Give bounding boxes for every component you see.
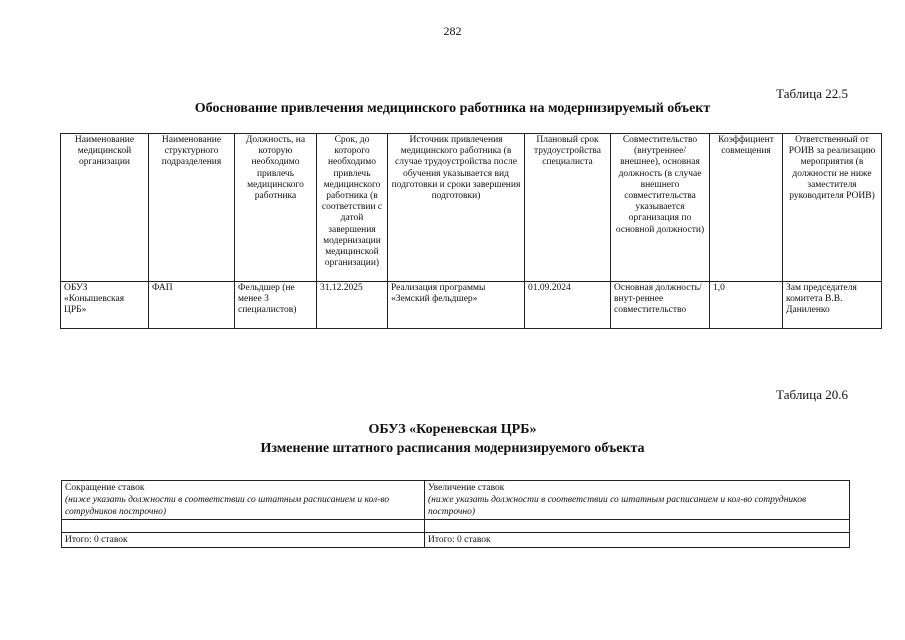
increase-header: Увеличение ставок <box>428 483 505 493</box>
table-caption-22-5: Таблица 22.5 <box>776 86 848 101</box>
increase-subheader: (ниже указать должности в соответствии со штатным расписанием и кол-во сотрудников построчно) <box>428 495 807 517</box>
justification-table <box>60 133 882 329</box>
header-cell: Плановый срок трудоустройства специалиста <box>525 134 611 282</box>
reduction-total: Итого: 0 ставок <box>62 533 425 548</box>
table-row <box>61 282 882 329</box>
increase-header-cell <box>425 481 850 520</box>
table-row <box>62 520 850 533</box>
staffing-change-table <box>61 480 850 548</box>
cell-planned-date: 01.09.2024 <box>525 282 611 329</box>
header-cell: Наименование медицинской организации <box>61 134 149 282</box>
increase-total: Итого: 0 ставок <box>425 533 850 548</box>
header-cell: Совместительство (внутреннее/внешнее), основная должность (в случае внешнего совместительства указывается организация по основной должности) <box>611 134 710 282</box>
organization-title: ОБУЗ «Кореневская ЦРБ» <box>368 422 537 437</box>
empty-cell <box>62 520 425 533</box>
header-cell: Срок, до которого необходимо привлечь медицинского работника (в соответствии с датой завершения модернизации медицинской организации) <box>317 134 388 282</box>
total-row <box>62 533 850 548</box>
cell-deadline: 31.12.2025 <box>317 282 388 329</box>
cell-combination: Основная должность/внут-реннее совместительство <box>611 282 710 329</box>
reduction-subheader: (ниже указать должности в соответствии со штатным расписанием и кол-во сотрудников построчно) <box>65 495 390 517</box>
cell-organization: ОБУЗ «Конышевская ЦРБ» <box>61 282 149 329</box>
empty-cell <box>425 520 850 533</box>
cell-position: Фельдшер (не менее 3 специалистов) <box>235 282 317 329</box>
cell-department: ФАП <box>149 282 235 329</box>
reduction-header-cell <box>62 481 425 520</box>
header-cell: Ответственный от РОИВ за реализацию мероприятия (в должности не ниже заместителя руководителя РОИВ) <box>783 134 882 282</box>
cell-responsible: Зам председателя комитета В.В. Даниленко <box>783 282 882 329</box>
header-cell: Коэффициент совмещения <box>710 134 783 282</box>
reduction-header: Сокращение ставок <box>65 483 145 493</box>
header-cell: Должность, на которую необходимо привлечь медицинского работника <box>235 134 317 282</box>
staffing-change-title: Изменение штатного расписания модернизируемого объекта <box>260 441 645 456</box>
table-caption-20-6: Таблица 20.6 <box>776 387 848 402</box>
header-cell: Источник привлечения медицинского работника (в случае трудоустройства после обучения указывается вид подготовки и сроки завершения подготовки) <box>388 134 525 282</box>
table-header-row <box>62 481 850 520</box>
table-title-justification: Обоснование привлечения медицинского работника на модернизируемый объект <box>194 101 711 116</box>
header-cell: Наименование структурного подразделения <box>149 134 235 282</box>
cell-source: Реализация программы «Земский фельдшер» <box>388 282 525 329</box>
page-number: 282 <box>443 24 462 38</box>
table-header-row <box>61 134 882 282</box>
cell-coefficient: 1,0 <box>710 282 783 329</box>
